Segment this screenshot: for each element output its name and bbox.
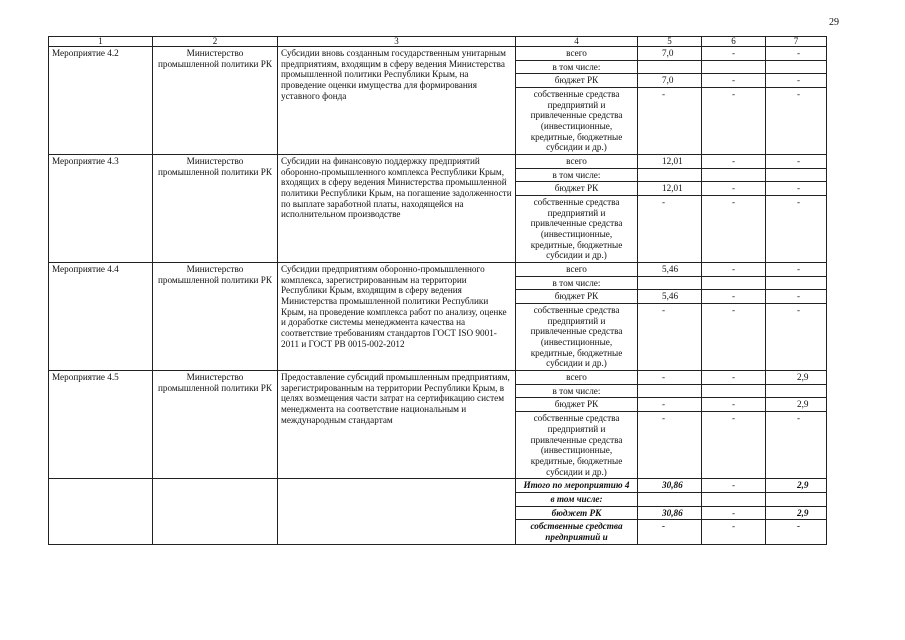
funding-table (48, 36, 827, 545)
value-col5: 5,46 (638, 290, 702, 304)
value-col6: - (702, 74, 766, 88)
value-col6: - (702, 263, 766, 277)
total-col7: 2,9 (766, 506, 827, 520)
measure-description: Субсидии вновь созданным государственным унитарным предприятиям, входящим в сферу ведения Министерства промышленной политики Республики Крым, на проведение оценки имущества для формирования уставного фонда (278, 47, 516, 155)
funding-source: бюджет РК (516, 182, 638, 196)
funding-source: в том числе: (516, 384, 638, 398)
value-col5 (638, 384, 702, 398)
funding-source: собственные средства предприятий и привлеченные средства (инвестиционные, кредитные, бюджетные субсидии и др.) (516, 412, 638, 479)
total-col5: 30,86 (638, 506, 702, 520)
value-col5: - (638, 196, 702, 263)
executor-name: Министерство промышленной политики РК (153, 47, 278, 155)
total-col6: - (702, 506, 766, 520)
funding-source: собственные средства предприятий и привлеченные средства (инвестиционные, кредитные, бюджетные субсидии и др.) (516, 88, 638, 155)
value-col6: - (702, 290, 766, 304)
value-col5: 7,0 (638, 74, 702, 88)
value-col7: - (766, 88, 827, 155)
value-col7: - (766, 196, 827, 263)
funding-source: в том числе: (516, 168, 638, 182)
value-col6 (702, 168, 766, 182)
total-col7: - (766, 520, 827, 544)
executor-name: Министерство промышленной политики РК (153, 263, 278, 371)
total-col6: - (702, 520, 766, 544)
measure-number: Мероприятие 4.5 (49, 371, 153, 479)
value-col6 (702, 384, 766, 398)
total-label: бюджет РК (516, 506, 638, 520)
funding-source: бюджет РК (516, 398, 638, 412)
measure-description: Предоставление субсидий промышленным предприятиям, зарегистрированным на территории Республики Крым, в целях возмещения части затрат на сертификацию систем менеджмента на соответствие национальным и международным стандартам (278, 371, 516, 479)
value-col7: - (766, 304, 827, 371)
value-col7 (766, 384, 827, 398)
measure-number: Мероприятие 4.2 (49, 47, 153, 155)
funding-source: всего (516, 371, 638, 385)
header-cell: 1 (49, 37, 153, 47)
value-col5: - (638, 398, 702, 412)
total-col5: - (638, 520, 702, 544)
value-col5: - (638, 88, 702, 155)
value-col5: 12,01 (638, 155, 702, 169)
value-col7 (766, 168, 827, 182)
value-col7: - (766, 74, 827, 88)
executor-name: Министерство промышленной политики РК (153, 371, 278, 479)
empty-cell (278, 479, 516, 544)
value-col6: - (702, 196, 766, 263)
value-col6: - (702, 182, 766, 196)
value-col7: - (766, 155, 827, 169)
header-row (49, 37, 827, 47)
measure-number: Мероприятие 4.4 (49, 263, 153, 371)
measure-description: Субсидии на финансовую поддержку предприятий оборонно-промышленного комплекса Республики Крым, входящих в сферу ведения Министерства промышленной политики Республики Крым, на погашение задолженности по выплате заработной платы, находящейся на исполнительном производстве (278, 155, 516, 263)
total-row (49, 479, 827, 493)
value-col6: - (702, 47, 766, 61)
header-cell: 5 (638, 37, 702, 47)
table-row (49, 371, 827, 385)
header-cell: 2 (153, 37, 278, 47)
value-col6: - (702, 412, 766, 479)
value-col6: - (702, 371, 766, 385)
value-col7: - (766, 290, 827, 304)
empty-cell (49, 479, 153, 544)
value-col7: - (766, 182, 827, 196)
value-col6: - (702, 155, 766, 169)
total-col7 (766, 492, 827, 506)
value-col5: 7,0 (638, 47, 702, 61)
funding-source: бюджет РК (516, 74, 638, 88)
table-row (49, 263, 827, 277)
total-col7: 2,9 (766, 479, 827, 493)
total-label: Итого по мероприятию 4 (516, 479, 638, 493)
header-cell: 7 (766, 37, 827, 47)
value-col7: 2,9 (766, 398, 827, 412)
value-col7: - (766, 47, 827, 61)
value-col7 (766, 276, 827, 290)
funding-source: в том числе: (516, 60, 638, 74)
value-col7: 2,9 (766, 371, 827, 385)
total-col6: - (702, 479, 766, 493)
funding-source: всего (516, 263, 638, 277)
value-col6: - (702, 88, 766, 155)
measure-description: Субсидии предприятиям оборонно-промышленного комплекса, зарегистрированным на территории Республики Крым, входящим в сферу ведения Министерства промышленной политики Республики Крым, на проведение комплекса работ по анализу, оценке и доработке системы менеджмента качества на соответствие требованиям стандартов ГОСТ ISO 9001-2011 и ГОСТ РВ 0015-002-2012 (278, 263, 516, 371)
value-col6: - (702, 304, 766, 371)
value-col5 (638, 60, 702, 74)
value-col5: 5,46 (638, 263, 702, 277)
value-col6 (702, 276, 766, 290)
total-label: в том числе: (516, 492, 638, 506)
measure-number: Мероприятие 4.3 (49, 155, 153, 263)
value-col7: - (766, 263, 827, 277)
table-row (49, 155, 827, 169)
funding-source: всего (516, 155, 638, 169)
value-col6 (702, 60, 766, 74)
funding-source: всего (516, 47, 638, 61)
funding-source: собственные средства предприятий и привлеченные средства (инвестиционные, кредитные, бюджетные субсидии и др.) (516, 304, 638, 371)
value-col5: - (638, 412, 702, 479)
value-col7: - (766, 412, 827, 479)
value-col7 (766, 60, 827, 74)
page-number: 29 (829, 17, 839, 28)
header-cell: 3 (278, 37, 516, 47)
total-col5 (638, 492, 702, 506)
value-col5: - (638, 304, 702, 371)
executor-name: Министерство промышленной политики РК (153, 155, 278, 263)
total-col5: 30,86 (638, 479, 702, 493)
funding-source: бюджет РК (516, 290, 638, 304)
funding-source: в том числе: (516, 276, 638, 290)
value-col6: - (702, 398, 766, 412)
header-cell: 6 (702, 37, 766, 47)
table-row (49, 47, 827, 61)
value-col5: - (638, 371, 702, 385)
empty-cell (153, 479, 278, 544)
header-cell: 4 (516, 37, 638, 47)
value-col5: 12,01 (638, 182, 702, 196)
total-col6 (702, 492, 766, 506)
total-label: собственные средства предприятий и (516, 520, 638, 544)
value-col5 (638, 276, 702, 290)
value-col5 (638, 168, 702, 182)
funding-source: собственные средства предприятий и привлеченные средства (инвестиционные, кредитные, бюджетные субсидии и др.) (516, 196, 638, 263)
